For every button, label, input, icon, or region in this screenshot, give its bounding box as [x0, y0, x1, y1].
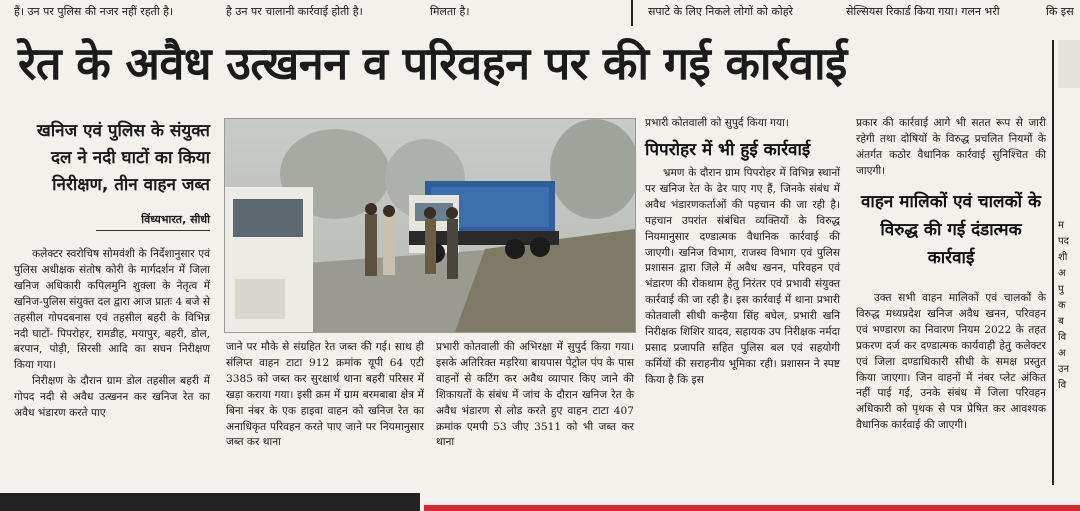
adjacent-article-edge: [1058, 40, 1080, 485]
top-strip: [0, 0, 1080, 26]
bottom-band: [0, 487, 1080, 511]
section-subheading: पिपरोहर में भी हुई कार्रवाई: [645, 140, 811, 160]
top-strip-text-2: है उन पर चालानी कार्रवाई होती है।: [226, 5, 363, 18]
adjacent-text-fragment: ब: [1058, 316, 1064, 327]
byline: विंध्यभारत, सीधी: [141, 213, 210, 226]
paragraph: जाने पर मौके से संग्रहित रेत जब्त की गई। साथ ही संलिप्त वाहन टाटा 912 क्रमांक यूपी 64 एटी 3385 को जब्त कर सुरक्षार्थ थाना बहरी परिसर में खड़ा कराया गया। इसी क्रम में ग्राम बरमबाबा क्षेत्र में बिना नंबर के एक हाइवा वाहन को खनिज रेत का अनाधिकृत परिवहन करते पाए जाने पर नियमानुसार जब्त कर थाना: [226, 341, 424, 449]
article-column-4-top: [645, 116, 840, 132]
bottom-band-red: [424, 505, 1080, 511]
column-divider: [631, 0, 633, 26]
subheadline: खनिज एवं पुलिस के संयुक्त दल ने नदी घाटों का किया निरीक्षण, तीन वाहन जब्त: [36, 121, 210, 195]
headline: रेत के अवैध उत्खनन व परिवहन पर की गई कार्रवाई: [18, 37, 847, 90]
adjacent-text-fragment: शी: [1058, 252, 1068, 263]
article-column-2: [226, 340, 424, 451]
adjacent-text-fragment: वि: [1058, 380, 1067, 391]
top-strip-text-6: कि इस: [1046, 5, 1074, 18]
column-divider: [1052, 40, 1054, 485]
news-photo: [224, 118, 636, 333]
section-subheading: वाहन मालिकों एवं चालकों के विरुद्ध की गई दंडात्मक कार्रवाई: [860, 192, 1042, 268]
adjacent-text-fragment: पद: [1058, 236, 1069, 247]
photo-illustration: [225, 119, 635, 332]
paragraph: उक्त सभी वाहन मालिकों एवं चालकों के विरुद्ध मध्यप्रदेश खनिज अवैध खनन, परिवहन एवं भण्डारण का निवारण नियम 2022 के तहत प्रकरण दर्ज कर दण्डात्मक कार्यवाही हेतु कलेक्टर एवं जिला दण्डाधिकारी सीधी के समक्ष प्रस्तुत किया जाएगा। जिन वाहनों में नंबर प्लेट अंकित नहीं पाई गई, उनके संबंध में जिला परिवहन अधिकारी को पृथक से पत्र प्रेषित कर आवश्यक वैधानिक कार्रवाई की जाएगी।: [856, 292, 1046, 432]
article-column-5: [856, 291, 1046, 434]
adjacent-headline-fragment: [1058, 40, 1080, 88]
top-strip-text-5: सेल्सियस रिकार्ड किया गया। गलन भरी: [846, 5, 1000, 18]
adjacent-text-fragment: क: [1058, 300, 1066, 311]
byline-rule: [96, 230, 210, 231]
paragraph: भ्रमण के दौरान ग्राम पिपरोहर में विभिन्न स्थानों पर खनिज रेत के ढेर पाए गए हैं, जिनके संबंध में अवैध भंडारणकर्ताओं की पहचान की जा रही है। पहचान उपरांत संबंधित व्यक्तियों के विरुद्ध नियमानुसार दण्डात्मक वैधानिक कार्रवाई की जाएगी। खनिज विभाग, राजस्व विभाग एवं पुलिस प्रशासन द्वारा जिले में अवैध खनन, परिवहन एवं भंडारण की रोकथाम हेतु निरंतर एवं प्रभावी संयुक्त कार्रवाई की जा रही है। इस कार्रवाई में थाना प्रभारी कोतवाली सीधी कन्हैया सिंह बघेल, प्रभारी खनि निरीक्षक शिशिर यादव, सहायक उप निरीक्षक नर्मदा प्रसाद प्रजापति सहित पुलिस बल एवं सहयोगी कर्मियों की सराहनीय भूमिका रही। प्रशासन ने स्पष्ट किया है कि इस: [645, 167, 840, 386]
article-column-4: [645, 166, 840, 389]
paragraph: निरीक्षण के दौरान ग्राम डोल तहसील बहरी में गोपद नदी से अवैध उत्खनन कर खनिज रेत का अवैध भंडारण करते पाए: [14, 375, 210, 420]
top-strip-text-4: सपाटे के लिए निकले लोगों को कोहरे: [648, 5, 794, 18]
bottom-band-dark: [0, 493, 420, 511]
paragraph: कलेक्टर स्वरोचिष सोमवंशी के निर्देशानुसार एवं पुलिस अधीक्षक संतोष कोरी के मार्गदर्शन में जिला खनिज अधिकारी कपिलमुनि शुक्ला के नेतृत्व में खनिज-पुलिस संयुक्त दल द्वारा आज प्रातः 4 बजे से तहसील गोपदबनास एवं तहसील बहरी के विभिन्न नदी घाटों- पिपरोहर, रामडीह, मयापुर, बहरी, डोल, बरपान, पोड़ी, सिरसी आदि का सघन निरीक्षण किया गया।: [14, 248, 210, 372]
paragraph: प्रकार की कार्रवाई आगे भी सतत रूप से जारी रहेगी तथा दोषियों के विरुद्ध प्रचलित नियमों के अंतर्गत कठोर वैधानिक कार्रवाई सुनिश्चित की जाएगी।: [856, 117, 1046, 177]
adjacent-text-fragments: [1058, 218, 1080, 394]
adjacent-text-fragment: म: [1058, 220, 1064, 231]
adjacent-text-fragment: अ: [1058, 348, 1066, 359]
article-column-5-top: [856, 116, 1046, 180]
top-strip-text-1: हैं। उन पर पुलिस की नजर नहीं रहती है।: [14, 5, 174, 18]
article-column-1: [14, 247, 210, 422]
adjacent-text-fragment: अ: [1058, 268, 1066, 279]
article-column-3: [436, 340, 634, 451]
paragraph: प्रभारी कोतवाली को सुपुर्द किया गया।: [645, 117, 789, 129]
adjacent-text-fragment: वि: [1058, 332, 1067, 343]
adjacent-text-fragment: उन: [1058, 364, 1070, 375]
paragraph: प्रभारी कोतवाली की अभिरक्षा में सुपुर्द किया गया। इसके अतिरिक्त मड़रिया बायपास पेट्रोल पंप के पास वाहनों से कटिंग कर अवैध व्यापार किए जाने की शिकायतों के संबंध में जांच के दौरान खनिज रेत के अवैध भंडारण से लोड करते हुए वाहन टाटा 407 क्रमांक एमपी 53 जीए 3511 को भी जब्त कर थाना: [436, 341, 634, 449]
top-strip-text-3: मिलता है।: [430, 5, 470, 18]
adjacent-text-fragment: पु: [1058, 284, 1064, 295]
